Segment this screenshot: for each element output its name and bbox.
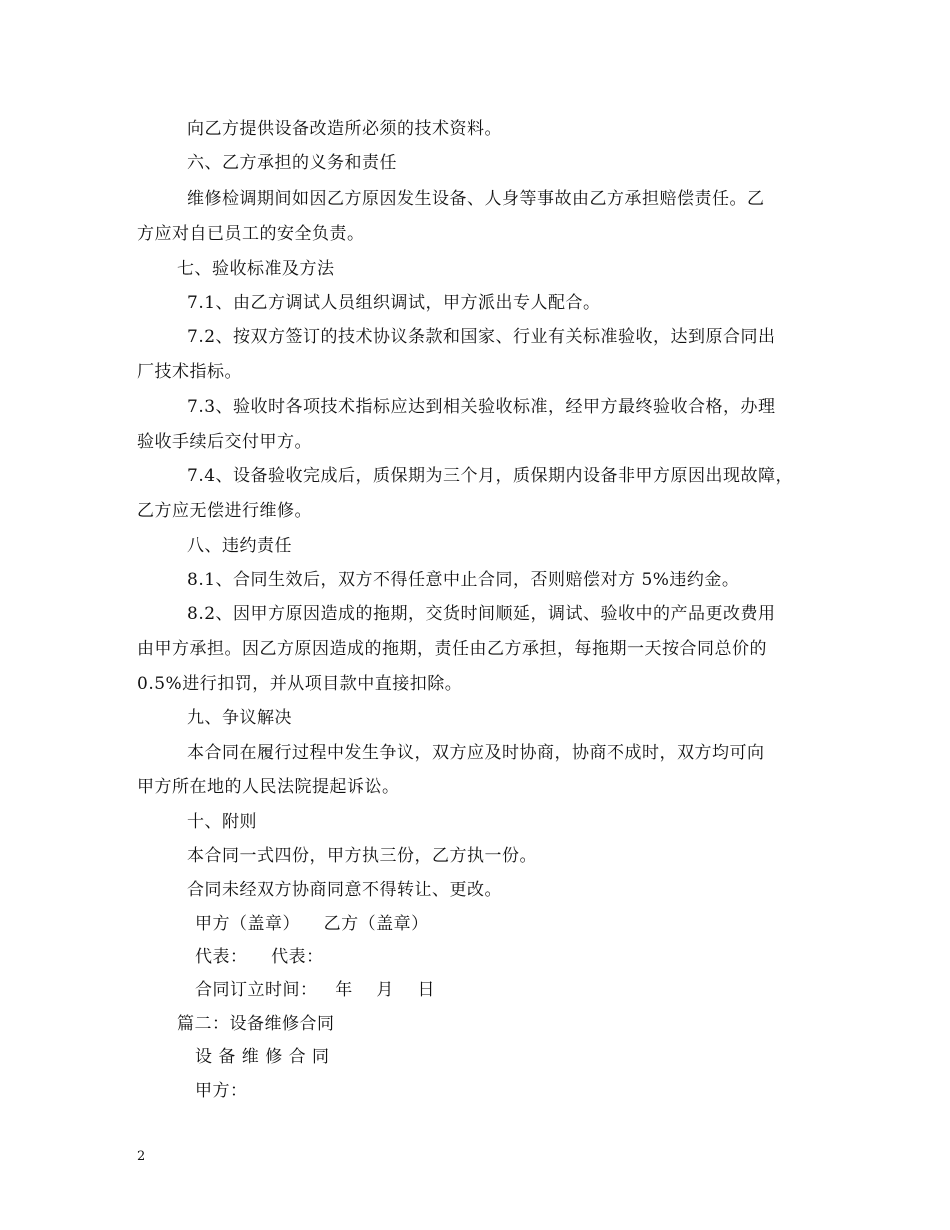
- representative-line: 代表： 代表：: [195, 947, 324, 967]
- section-heading: 六、乙方承担的义务和责任: [187, 153, 397, 173]
- part-heading: 篇二：设备维修合同: [177, 1014, 335, 1034]
- text-line: 8.1、合同生效后，双方不得任意中止合同，否则赔偿对方 5%违约金。: [187, 570, 740, 590]
- text-line: 7.1、由乙方调试人员组织调试，甲方派出专人配合。: [187, 293, 601, 313]
- text-line: 方应对自已员工的安全负责。: [137, 224, 365, 244]
- section-heading: 十、附则: [187, 812, 257, 832]
- text-line: 7.4、设备验收完成后，质保期为三个月，质保期内设备非甲方原因出现故障，: [187, 466, 794, 486]
- signature-line: 甲方（盖章） 乙方（盖章）: [195, 914, 429, 934]
- date-line: 合同订立时间： 年 月 日: [195, 980, 435, 1000]
- text-line: 维修检调期间如因乙方原因发生设备、人身等事故由乙方承担赔偿责任。乙: [187, 189, 765, 209]
- section-heading: 八、违约责任: [187, 536, 292, 556]
- section-heading: 七、验收标准及方法: [177, 259, 335, 279]
- text-line: 0.5%进行扣罚，并从项目款中直接扣除。: [137, 674, 463, 694]
- text-line: 厂技术指标。: [137, 362, 242, 382]
- contract-title: 设 备 维 修 合 同: [195, 1047, 330, 1067]
- text-line: 由甲方承担。因乙方原因造成的拖期，责任由乙方承担，每拖期一天按合同总价的: [137, 639, 767, 659]
- text-line: 甲方所在地的人民法院提起诉讼。: [137, 777, 400, 797]
- text-line: 乙方应无偿进行维修。: [137, 501, 312, 521]
- text-line: 合同未经双方协商同意不得转让、更改。: [187, 880, 502, 900]
- text-line: 7.2、按双方签订的技术协议条款和国家、行业有关标准验收，达到原合同出: [187, 327, 776, 347]
- text-line: 8.2、因甲方原因造成的拖期，交货时间顺延，调试、验收中的产品更改费用: [187, 604, 776, 624]
- text-line: 7.3、验收时各项技术指标应达到相关验收标准，经甲方最终验收合格，办理: [187, 397, 776, 417]
- text-line: 验收手续后交付甲方。: [137, 432, 312, 452]
- party-a-label: 甲方：: [195, 1081, 248, 1101]
- text-line: 本合同在履行过程中发生争议，双方应及时协商，协商不成时，双方均可向: [187, 743, 765, 763]
- section-heading: 九、争议解决: [187, 708, 292, 728]
- text-line: 本合同一式四份，甲方执三份，乙方执一份。: [187, 846, 537, 866]
- page-number: 2: [137, 1149, 146, 1164]
- text-line: 向乙方提供设备改造所必须的技术资料。: [187, 119, 502, 139]
